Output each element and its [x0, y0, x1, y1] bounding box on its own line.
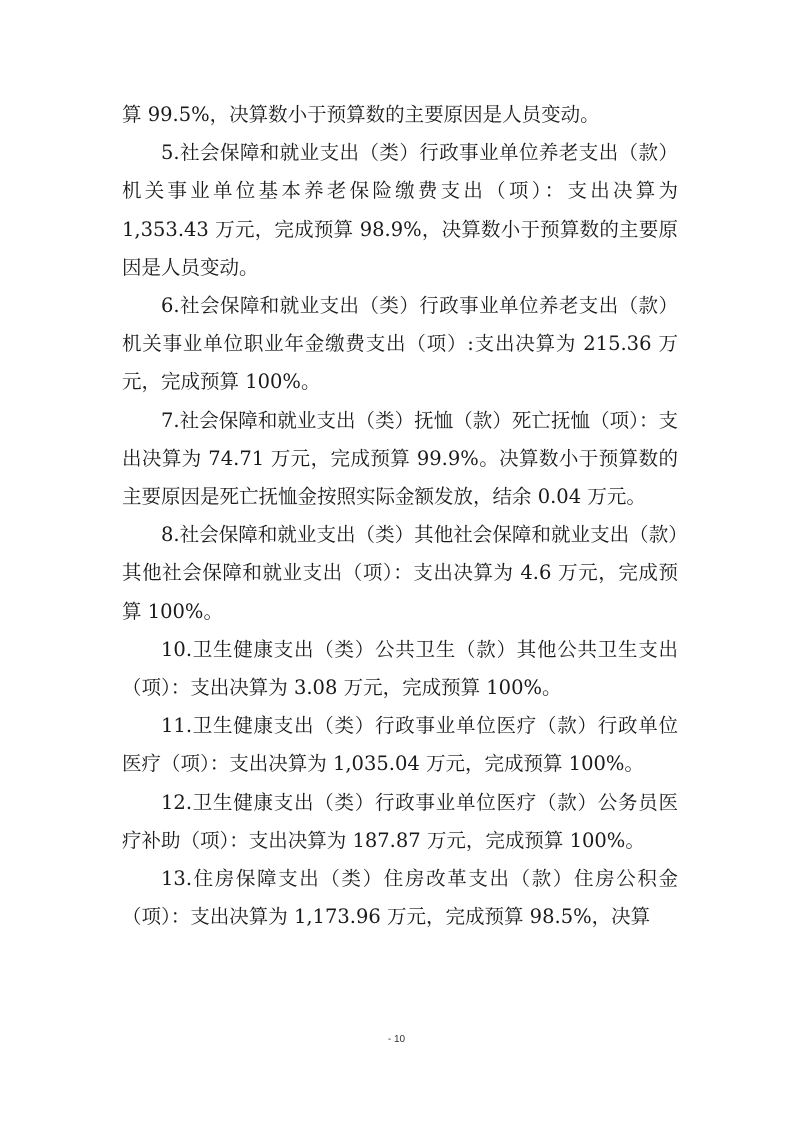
paragraph-4: 7.社会保障和就业支出（类）抚恤（款）死亡抚恤（项）：支出决算为 74.71 万元，完成预算 99.9%。决算数小于预算数的主要原因是死亡抚恤金按照实际金额发放，结余 0.04 万元。 [122, 408, 678, 509]
page-number: - 10 [387, 1034, 406, 1045]
paragraph-7: 11.卫生健康支出（类）行政事业单位医疗（款）行政单位医疗（项）：支出决算为 1,035.04 万元，完成预算 100%。 [122, 714, 678, 776]
paragraph-1: 算 99.5%，决算数小于预算数的主要原因是人员变动。 [122, 103, 600, 126]
paragraph-2: 5.社会保障和就业支出（类）行政事业单位养老支出（款）机关事业单位基本养老保险缴费支出（项）：支出决算为 1,353.43 万元，完成预算 98.9%，决算数小于预算数的主要原因是人员变动。 [122, 141, 678, 279]
document-body [122, 96, 678, 936]
paragraph-9: 13.住房保障支出（类）住房改革支出（款）住房公积金（项）：支出决算为 1,173.96 万元，完成预算 98.5%，决算 [122, 867, 678, 929]
paragraph-6: 10.卫生健康支出（类）公共卫生（款）其他公共卫生支出（项）：支出决算为 3.08 万元，完成预算 100%。 [122, 637, 678, 700]
paragraph-3: 6.社会保障和就业支出（类）行政事业单位养老支出（款）机关事业单位职业年金缴费支出（项）:支出决算为 215.36 万元，完成预算 100%。 [122, 294, 678, 394]
paragraph-5: 8.社会保障和就业支出（类）其他社会保障和就业支出（款）其他社会保障和就业支出（项）：支出决算为 4.6 万元，完成预算 100%。 [122, 523, 678, 623]
paragraph-8: 12.卫生健康支出（类）行政事业单位医疗（款）公务员医疗补助（项）：支出决算为 187.87 万元，完成预算 100%。 [122, 790, 678, 852]
